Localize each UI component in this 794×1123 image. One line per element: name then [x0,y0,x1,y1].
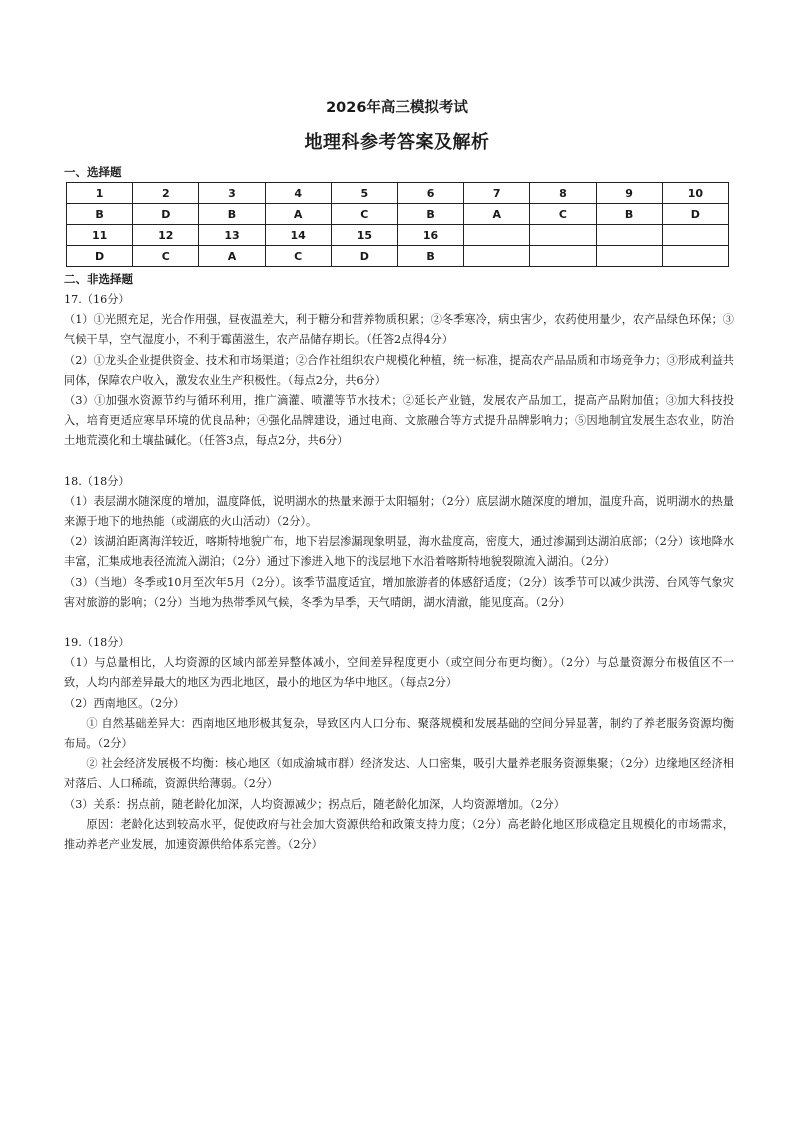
question-number-row [67,183,729,204]
question-number-cell [464,225,530,246]
q17-part3: （3）①加强水资源节约与循环利用，推广滴灌、喷灌等节水技术；②延长产业链，发展农产品加工，提高产品附加值；③加大科技投入，培育更适应寒旱环境的优良品种；④强化品牌建设，通过电商、文旅融合等方式提升品牌影响力；⑤因地制宜发展生态农业，防治土地荒漠化和土壤盐碱化。（任答3点，每点2分，共6分） [64,394,734,448]
answer-cell [662,246,728,267]
question-number-cell [530,225,596,246]
q19-part2-point2: ② 社会经济发展极不均衡：核心地区（如成渝城市群）经济发达、人口密集，吸引大量养老服务资源集聚；（2分）边缘地区经济相对落后、人口稀疏，资源供给薄弱。（2分） [64,757,734,791]
section-choice-title: 一、选择题 [64,165,122,179]
q18-part1: （1）表层湖水随深度的增加，温度降低，说明湖水的热量来源于太阳辐射；（2分）底层湖水随深度的增加，温度升高，说明湖水的热量来源于地下的地热能（或湖底的火山活动）（2分）。 [64,494,734,529]
question-number-cell: 2 [133,183,199,204]
answer-cell: D [662,204,728,225]
q19-header: 19.（18分） [64,636,130,650]
q17-part1: （1）①光照充足，光合作用强，昼夜温差大，利于糖分和营养物质积累；②冬季寒冷，病虫害少，农药使用量少，农产品绿色环保；③气候干旱，空气湿度小，不利于霉菌滋生，农产品储存期长。（任答2点得4分） [64,313,734,347]
q19-part2: （2）西南地区。（2分） [64,696,185,710]
answer-cell: C [331,204,397,225]
choice-answer-table [66,182,729,267]
q17-header: 17.（16分） [64,293,130,306]
question-number-cell: 6 [397,183,463,204]
q19-part1: （1）与总量相比，人均资源的区域内部差异整体减小，空间差异程度更小（或空间分布更均衡）。（2分）与总量资源分布极值区不一致，人均内部差异最大的地区为西北地区，最小的地区为华中地区。（每点2分） [64,656,734,690]
answer-cell: B [596,204,662,225]
question-number-cell: 14 [265,225,331,246]
question-number-cell: 9 [596,183,662,204]
answer-cell: B [397,204,463,225]
answer-cell: A [464,204,530,225]
answer-cell [530,246,596,267]
answer-cell: D [67,246,133,267]
nonchoice-content [64,290,734,855]
q18-part2: （2）该湖泊距离海洋较近，喀斯特地貌广布，地下岩层渗漏现象明显，海水盐度高，密度大，通过渗漏到达湖泊底部；（2分）该地降水丰富，汇集成地表径流流入湖泊；（2分）通过下渗进入地下的浅层地下水沿着喀斯特地貌裂隙流入湖泊。（2分） [64,535,734,569]
question-number-cell: 15 [331,225,397,246]
answer-cell: C [133,246,199,267]
answer-cell: A [265,204,331,225]
answer-row [67,246,729,267]
question-number-cell: 5 [331,183,397,204]
answer-cell: B [199,204,265,225]
question-number-cell: 7 [464,183,530,204]
q19-part3-reason: 原因：老龄化达到较高水平，促使政府与社会加大资源供给和政策支持力度；（2分）高老龄化地区形成稳定且规模化的市场需求，推动养老产业发展，加速资源供给体系完善。（2分） [64,817,734,852]
q19-part2-point1: ① 自然基础差异大：西南地区地形极其复杂，导致区内人口分布、聚落规模和发展基础的空间分异显著，制约了养老服务资源均衡布局。（2分） [64,716,734,751]
q17-part2: （2）①龙头企业提供资金、技术和市场渠道；②合作社组织农户规模化种植，统一标准，提高农产品品质和市场竞争力；③形成利益共同体，保障农户收入，激发农业生产积极性。（每点2分，共6分） [64,353,734,387]
question-number-cell: 11 [67,225,133,246]
answer-cell: D [133,204,199,225]
answer-cell: C [265,246,331,267]
answer-cell: C [530,204,596,225]
answer-cell: D [331,246,397,267]
answer-cell: B [397,246,463,267]
q18-header: 18.（18分） [64,474,130,488]
question-number-cell [596,225,662,246]
answer-cell [464,246,530,267]
question-number-cell: 12 [133,225,199,246]
answer-cell: B [67,204,133,225]
question-number-cell: 4 [265,183,331,204]
question-number-cell: 16 [397,225,463,246]
q18-part3: （3）（当地）冬季或10月至次年5月（2分）。该季节温度适宜，增加旅游者的体感舒适度；（2分）该季节可以减少洪涝、台风等气象灾害对旅游的影响；（2分）当地为热带季风气候，冬季为旱季，天气晴朗，湖水清澈，能见度高。（2分） [64,575,734,609]
question-number-cell: 10 [662,183,728,204]
answer-key-title: 地理科参考答案及解析 [304,132,490,153]
section-nonchoice-title: 二、非选择题 [64,272,133,286]
exam-title: 2026年高三模拟考试 [326,100,468,116]
question-number-cell [662,225,728,246]
answer-row [67,204,729,225]
question-number-cell: 8 [530,183,596,204]
answer-cell: A [199,246,265,267]
question-number-cell: 13 [199,225,265,246]
q19-part3: （3）关系：拐点前，随老龄化加深，人均资源减少；拐点后，随老龄化加深，人均资源增加。（2分） [64,797,565,811]
question-number-row [67,225,729,246]
answer-cell [596,246,662,267]
question-number-cell: 3 [199,183,265,204]
question-number-cell: 1 [67,183,133,204]
